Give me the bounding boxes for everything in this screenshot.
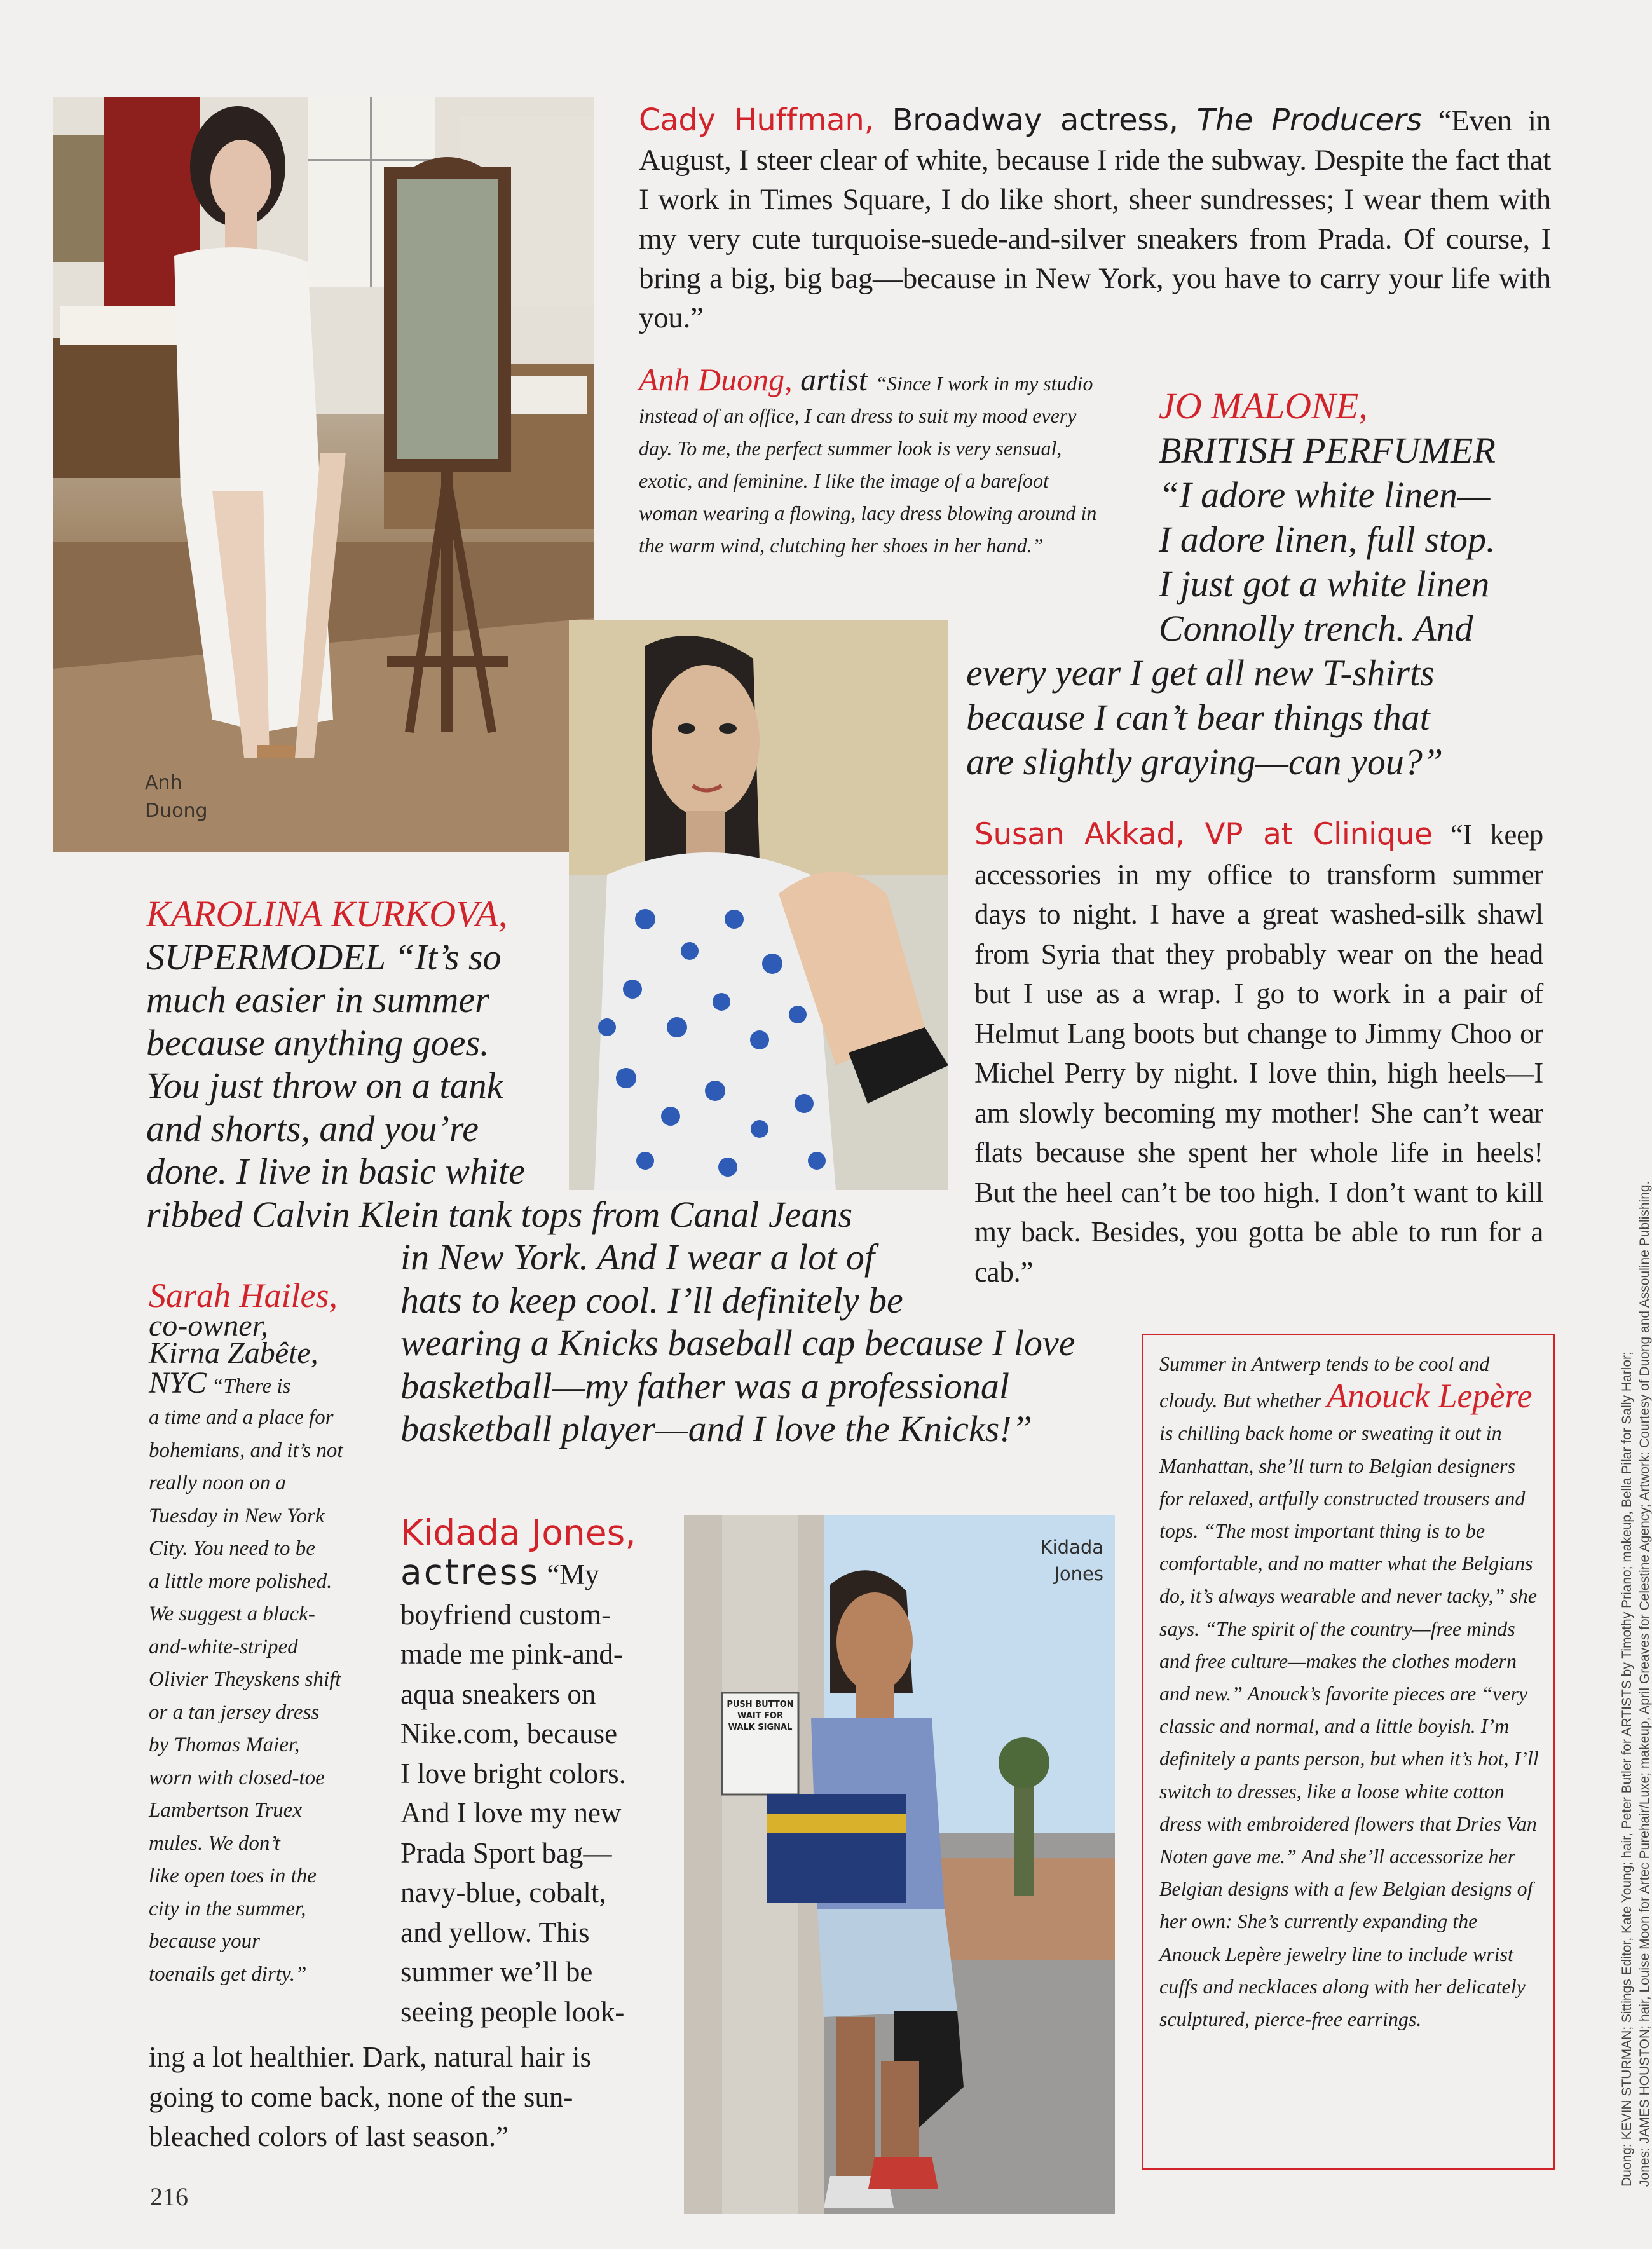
- sarah-role-line: Kirna Zabête,: [149, 1336, 318, 1370]
- karolina-quote-line: in New York. And I wear a lot of: [400, 1236, 875, 1278]
- jo-role: BRITISH PERFUMER: [1159, 430, 1496, 471]
- karolina-quote-line: basketball—my father was a professional: [400, 1365, 1010, 1407]
- karolina-name: KAROLINA KURKOVA,: [146, 893, 508, 934]
- karolina-quote-line: wearing a Knicks baseball cap because I love: [400, 1322, 1075, 1364]
- jo-quote-line: because I can’t bear things that: [966, 697, 1430, 738]
- sign-text: [725, 1699, 796, 1733]
- jo-malone-quote: [966, 384, 1602, 784]
- karolina-quote-line: SUPERMODEL “It’s so: [146, 936, 502, 978]
- kidada-tail-line: going to come back, none of the sun-: [149, 2081, 573, 2113]
- kidada-role: actress: [400, 1552, 540, 1592]
- cady-show: The Producers: [1196, 102, 1423, 138]
- jo-name: JO MALONE,: [1159, 385, 1368, 427]
- cady-name: Cady Huffman,: [639, 102, 874, 138]
- photo-credits: [1618, 979, 1652, 2187]
- karolina-quote-line: ribbed Calvin Klein tank tops from Canal Jeans: [146, 1193, 853, 1235]
- sign-line: WALK SIGNAL: [728, 1723, 793, 1732]
- karolina-quote-line: hats to keep cool. I’ll definitely be: [400, 1279, 903, 1321]
- anh-role: artist: [792, 362, 876, 397]
- jo-quote-line: are slightly graying—can you?”: [966, 741, 1444, 783]
- anh-quote-text: “Since I work in my studio instead of an office, I can dress to suit my mood every day. To me, the perfect summer look is very sensual, exotic, and feminine. I like the image of a barefoot woman wearing a flowing, lacy dress blowing around in the warm wind, clutching her shoes in her hand.”: [639, 372, 1097, 557]
- susan-quote-text: “I keep accessories in my office to transform summer days to night. I have a great washed-silk shawl from Syria that they probably wear on the head but I use as a wrap. I go to work in a pair of Helmut Lang boots but change to Jimmy Choo or Michel Perry by night. I love thin, high heels—I am slowly becoming my mother! She can’t wear flats because she spent her whole life in heels! But the heel can’t be too high. I don’t want to kill my back. Besides, you gotta be able to run for a cab.”: [974, 819, 1543, 1288]
- sarah-quote-line: or a tan jersey dress: [149, 1700, 320, 1724]
- studio-scene-image: [53, 97, 594, 852]
- sarah-quote-line: Lambertson Truex: [149, 1799, 303, 1822]
- kidada-quote-line: boyfriend custom-: [400, 1598, 611, 1630]
- sarah-quote-line: worn with closed-toe: [149, 1766, 325, 1789]
- kidada-photo-caption: [1014, 1534, 1103, 1587]
- anouck-body: is chilling back home or sweating it out in Manhattan, she’ll turn to Belgian designers for relaxed, artfully constructed trousers and tops. “The most important thing is to be comfortable, and no matter what the Belgians do, it’s always wearable and never tacky,” she says. “The spirit of the country—free minds and free culture—makes the clothes modern and new.” Anouck’s favorite pieces are “very classic and normal, and a little boyish. I’m definitely a pants person, but when it’s hot, I’ll switch to dresses, like a loose white cotton dress with embroidered flowers that Dries Van Noten gave me.” And she’ll accessorize her Belgian designs with a few Belgian designs of her own: She’s currently expanding the Anouck Lepère jewelry line to include wrist cuffs and necklaces along with her delicately sculptured, pierce-free earrings.: [1159, 1421, 1539, 2031]
- anh-photo-caption: [145, 769, 208, 825]
- kidada-quote-line: aqua sneakers on: [400, 1678, 596, 1710]
- karolina-quote-line: because anything goes.: [146, 1022, 489, 1063]
- sign-line: PUSH BUTTON: [727, 1700, 794, 1709]
- sarah-quote-line: city in the summer,: [149, 1897, 306, 1920]
- sarah-quote-line: because your: [149, 1930, 261, 1953]
- jo-quote-line: every year I get all new T-shirts: [966, 652, 1435, 694]
- cady-role: Broadway actress,: [873, 102, 1197, 138]
- kidada-quote-line: and yellow. This: [400, 1916, 590, 1948]
- kidada-first-line: [400, 1552, 667, 1595]
- sarah-quote-line: mules. We don’t: [149, 1831, 280, 1855]
- jo-quote-line: I adore linen, full stop.: [1159, 519, 1496, 560]
- street-scene-image: [684, 1515, 1115, 2214]
- sarah-quote-line: by Thomas Maier,: [149, 1733, 300, 1756]
- anh-duong-photo: [53, 97, 594, 852]
- karolina-quote-line: basketball player—and I love the Knicks!”: [400, 1408, 1032, 1449]
- kidada-quote-tail: [149, 2037, 670, 2157]
- kidada-quote-line: I love bright colors.: [400, 1757, 626, 1789]
- anh-photo-caption-line: Anh: [145, 772, 182, 794]
- kidada-photo-caption-line: Kidada: [1040, 1536, 1103, 1558]
- karolina-quote-line: You just throw on a tank: [146, 1065, 503, 1106]
- page-number: 216: [150, 2182, 188, 2211]
- karolina-quote-line: much easier in summer: [146, 979, 489, 1020]
- kidada-tail-line: bleached colors of last season.”: [149, 2121, 509, 2152]
- kidada-quote-line: summer we’ll be: [400, 1956, 593, 1988]
- anouck-text: [1159, 1348, 1541, 2035]
- sarah-quote-line: “There is: [206, 1375, 291, 1398]
- kidada-quote-line: navy-blue, cobalt,: [400, 1876, 606, 1908]
- kidada-jones-photo: [684, 1515, 1115, 2214]
- kidada-name: Kidada Jones,: [400, 1512, 636, 1553]
- sarah-hailes-quote: [149, 1278, 390, 1991]
- sarah-quote-line: a time and a place for: [149, 1406, 334, 1429]
- credit-line: Duong: KEVIN STURMAN; Sittings Editor, Kate Young; hair, Peter Butler for ARTISTS by Timothy Priano; makeup, Bella Pilar for Sally Harlor;: [1620, 1351, 1634, 2187]
- sarah-quote-line: Tuesday in New York: [149, 1504, 325, 1528]
- kidada-quote-line: And I love my new: [400, 1797, 622, 1829]
- sarah-quote-line: toenails get dirty.”: [149, 1962, 307, 1986]
- sign-line: WAIT FOR: [737, 1711, 783, 1721]
- jo-quote-line: Connolly trench. And: [1159, 608, 1473, 649]
- kidada-tail-line: ing a lot healthier. Dark, natural hair is: [149, 2041, 592, 2073]
- karolina-quote-line: done. I live in basic white: [146, 1151, 525, 1192]
- sarah-quote-line: like open toes in the: [149, 1864, 317, 1887]
- kidada-quote-line: seeing people look-: [400, 1995, 625, 2028]
- sarah-quote-line: a little more polished.: [149, 1569, 332, 1593]
- cady-quote-text: “Even in August, I steer clear of white, because I ride the subway. Despite the fact that I work in Times Square, I do like short, sheer sundresses; I wear them with my very cute turquoise-suede-and-silver sneakers from Prada. Of course, I bring a big, big bag—because in New York, you have to carry your life with you.”: [639, 104, 1551, 334]
- anh-name: Anh Duong,: [639, 362, 793, 397]
- cady-huffman-quote: [639, 100, 1551, 338]
- jo-quote-line: “I adore white linen—: [1159, 474, 1491, 516]
- susan-name: Susan Akkad, VP at Clinique: [974, 817, 1433, 852]
- sarah-role-line: NYC: [149, 1366, 207, 1400]
- kidada-quote-line: Nike.com, because: [400, 1718, 618, 1749]
- kidada-quote-line: “My: [540, 1559, 599, 1590]
- jo-quote-line: I just got a white linen: [1159, 563, 1490, 605]
- kidada-photo-caption-line: Jones: [1054, 1563, 1103, 1585]
- kidada-quote-line: Prada Sport bag—: [400, 1836, 612, 1869]
- sarah-quote-line: really noon on a: [149, 1472, 286, 1494]
- kidada-quote-line: made me pink-and-: [400, 1638, 623, 1670]
- kidada-jones-quote: [400, 1513, 667, 2032]
- credit-line: Jones: JAMES HOUSTON; hair, Louise Moon for Artec Purehair/Luxe; makeup, April Greaves for Celestine Agency; Artwork: Courtesy of Duong and Assouline Publishing.: [1637, 1180, 1652, 2187]
- sarah-quote-line: and-white-striped: [149, 1635, 298, 1658]
- sarah-name: Sarah Hailes,: [149, 1276, 338, 1315]
- anouck-lead: Summer in Antwerp tends to be cool and cloudy. But whether: [1159, 1352, 1490, 1412]
- sarah-role-line: co-owner,: [149, 1309, 268, 1343]
- sarah-quote-first-line: [149, 1368, 390, 1402]
- sarah-quote-line: We suggest a black-: [149, 1603, 315, 1625]
- sarah-quote-line: Olivier Theyskens shift: [149, 1668, 341, 1691]
- karolina-quote-line: and shorts, and you’re: [146, 1107, 479, 1149]
- sarah-quote-line: bohemians, and it’s not: [149, 1439, 343, 1462]
- anouck-name: Anouck Lepère: [1327, 1377, 1533, 1416]
- anh-photo-caption-line: Duong: [145, 800, 208, 822]
- anouck-lepere-sidebar: [1142, 1334, 1555, 2170]
- sarah-quote-line: City. You need to be: [149, 1537, 315, 1560]
